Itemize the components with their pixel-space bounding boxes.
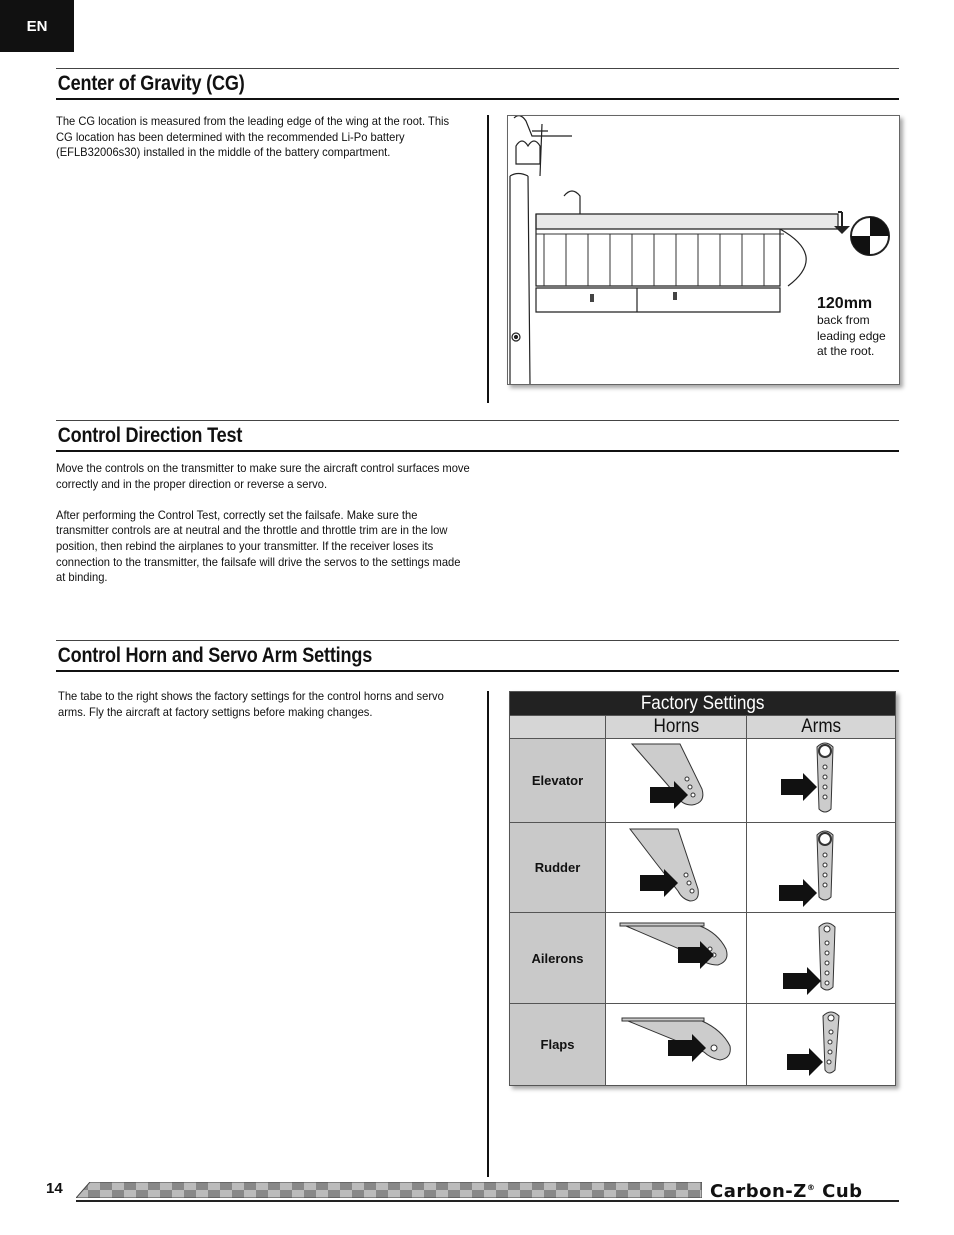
corner-cell <box>510 716 606 739</box>
brand-reg-mark: ® <box>806 1183 816 1192</box>
flaps-arm-image <box>747 1004 896 1086</box>
row-label-rudder: Rudder <box>510 823 606 913</box>
row-label-ailerons: Ailerons <box>510 913 606 1004</box>
horn-icon <box>606 913 746 998</box>
horn-body <box>58 689 467 736</box>
cg-body <box>56 114 451 176</box>
cg-measure-value: 120mm <box>817 295 873 312</box>
horn-icon <box>606 823 746 907</box>
cg-measure-label <box>817 295 886 360</box>
horns-header: Horns <box>606 716 747 739</box>
servo-arm-icon <box>747 1004 895 1080</box>
flaps-horn-image <box>606 1004 747 1086</box>
cg-title: Center of Gravity (CG) <box>57 72 245 95</box>
cg-section-header <box>56 68 899 100</box>
cdt-paragraph-2: After performing the Control Test, correctly set the failsafe. Make sure the transmitter controls are at neutral and the throttle and throttle trim are in the low position, then rebind the airplanes to your transmitter. If the receiver loses its connection to the transmitter, the failsafe will drive the servos to the settings made at binding. <box>56 507 461 585</box>
table-row <box>510 823 896 913</box>
horn-icon <box>606 739 746 817</box>
rudder-horn-image <box>606 823 747 913</box>
cg-measure-line2: leading edge <box>817 328 886 343</box>
page-number: 14 <box>46 1180 63 1197</box>
checkered-band <box>76 1182 702 1198</box>
arms-header: Arms <box>747 716 896 739</box>
cg-measure-line3: at the root. <box>817 344 875 358</box>
row-label-elevator: Elevator <box>510 739 606 823</box>
servo-arm-icon <box>747 823 895 907</box>
horn-section-header <box>56 640 899 672</box>
horn-paragraph: The tabe to the right shows the factory settings for the control horns and servo arms. Fly the aircraft at factory settigns before making changes. <box>58 689 444 719</box>
cg-measure-line1: back from <box>817 313 870 327</box>
brand-suffix: Cub <box>822 1181 863 1202</box>
horn-icon <box>606 1004 746 1080</box>
elevator-arm-image <box>747 739 896 823</box>
servo-arm-icon <box>747 739 895 817</box>
factory-settings-title: Factory Settings <box>510 692 896 716</box>
ailerons-horn-image <box>606 913 747 1004</box>
cdt-paragraph-1: Move the controls on the transmitter to make sure the aircraft control surfaces move correctly and in the proper direction or reverse a servo. <box>56 461 470 491</box>
brand-name: Carbon-Z <box>710 1181 807 1202</box>
brand-logo <box>710 1181 863 1202</box>
cdt-title: Control Direction Test <box>57 424 243 447</box>
cdt-body <box>56 461 470 601</box>
row-label-flaps: Flaps <box>510 1004 606 1086</box>
table-row <box>510 913 896 1004</box>
horn-title: Control Horn and Servo Arm Settings <box>57 644 373 667</box>
table-row <box>510 739 896 823</box>
cg-paragraph: The CG location is measured from the leading edge of the wing at the root. This CG location has been determined with the recommended Li-Po battery (EFLB32006s30) installed in the middle of the battery compartment. <box>56 114 450 160</box>
column-divider-bottom <box>487 691 489 1177</box>
rudder-arm-image <box>747 823 896 913</box>
column-divider-top <box>487 115 489 403</box>
language-tab: EN <box>0 0 74 52</box>
elevator-horn-image <box>606 739 747 823</box>
factory-settings-table <box>509 691 896 1086</box>
servo-arm-icon <box>747 913 895 998</box>
cdt-section-header <box>56 420 899 452</box>
table-row <box>510 1004 896 1086</box>
ailerons-arm-image <box>747 913 896 1004</box>
